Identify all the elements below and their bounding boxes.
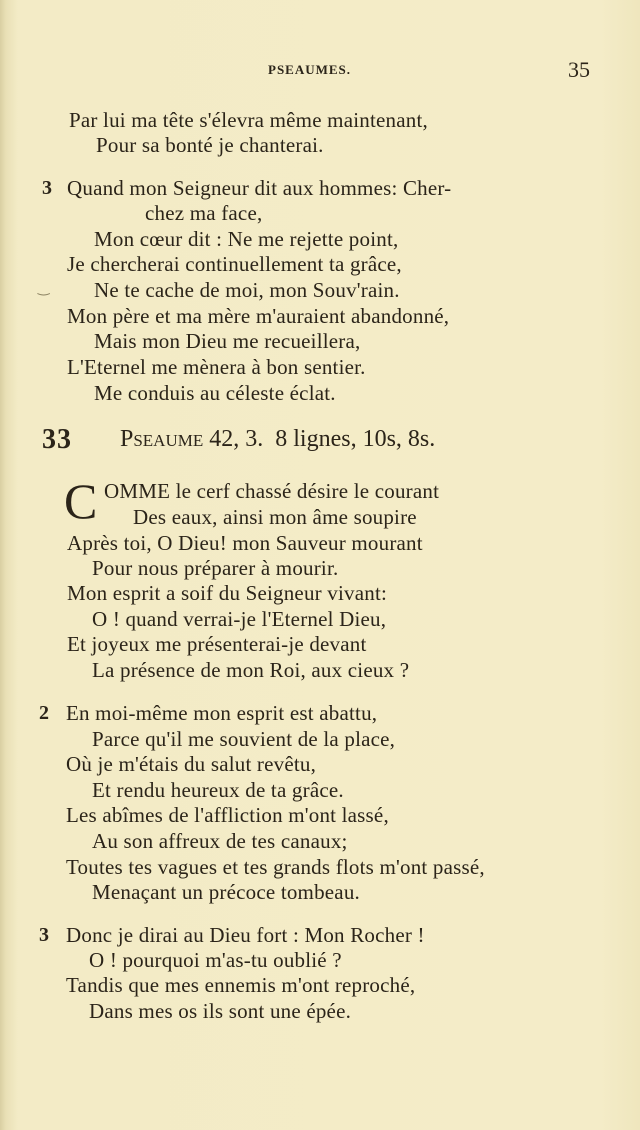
verse-line: Je chercherai continuellement ta grâce, — [67, 252, 402, 276]
verse-line: Et rendu heureux de ta grâce. — [92, 778, 344, 802]
verse-line: Ne te cache de moi, mon Souv'rain. — [94, 278, 400, 302]
verse-line: Pour sa bonté je chanterai. — [96, 133, 324, 157]
verse-text: le cerf chassé désire le courant — [175, 479, 440, 503]
verse-line: Les abîmes de l'affliction m'ont lassé, — [66, 803, 389, 827]
verse-line: Où je m'étais du salut revêtu, — [66, 752, 317, 776]
page-number: 35 — [568, 57, 590, 82]
verse-line: O ! quand verrai-je l'Eternel Dieu, — [92, 607, 387, 631]
verse-line: Toutes tes vagues et tes grands flots m'ont passé, — [66, 855, 485, 879]
verse-line: En moi-même mon esprit est abattu, — [66, 701, 378, 725]
verse-line: Tandis que mes ennemis m'ont reproché, — [66, 973, 416, 997]
psalm-number: 33 — [42, 424, 72, 455]
verse-line: Mon père et ma mère m'auraient abandonné, — [67, 304, 450, 328]
verse-line: Au son affreux de tes canaux; — [92, 829, 348, 853]
verse-line: chez ma face, — [145, 201, 263, 225]
verse-line: O ! pourquoi m'as-tu oublié ? — [89, 948, 342, 972]
verse-line: Mon cœur dit : Ne me rejette point, — [94, 227, 399, 251]
stanza-number: 3 — [39, 924, 49, 946]
verse-line: Des eaux, ainsi mon âme soupire — [133, 505, 417, 529]
psalm-heading — [120, 426, 435, 453]
verse-line: Pour nous préparer à mourir. — [92, 556, 339, 580]
drop-cap: C — [64, 473, 98, 529]
margin-mark: ‿ — [38, 281, 50, 296]
stanza-number: 2 — [39, 702, 49, 724]
verse-line: Parce qu'il me souvient de la place, — [92, 727, 396, 751]
verse-line: Menaçant un précoce tombeau. — [92, 880, 360, 904]
first-word-caps: OMME — [104, 479, 171, 503]
verse-line: Mon esprit a soif du Seigneur vivant: — [67, 581, 388, 605]
psalm-meter: 8 lignes, 10s, 8s. — [275, 426, 436, 452]
stanza-number: 3 — [42, 177, 52, 199]
verse-line: Me conduis au céleste éclat. — [94, 381, 336, 405]
psalm-reference: 42, 3. — [209, 426, 264, 452]
verse-line: La présence de mon Roi, aux cieux ? — [92, 658, 410, 682]
verse-line: Et joyeux me présenterai-je devant — [67, 632, 367, 656]
verse-line: Quand mon Seigneur dit aux hommes: Cher- — [67, 176, 452, 200]
verse-line: L'Eternel me mènera à bon sentier. — [67, 355, 366, 379]
verse-line — [104, 479, 439, 503]
psalm-title: Pseaume — [120, 426, 204, 452]
verse-line: Dans mes os ils sont une épée. — [89, 999, 352, 1023]
running-header: PSEAUMES. — [268, 62, 352, 77]
verse-line: Donc je dirai au Dieu fort : Mon Rocher ! — [66, 923, 425, 947]
verse-line: Après toi, O Dieu! mon Sauveur mourant — [67, 531, 423, 555]
verse-line: Par lui ma tête s'élevra même maintenant, — [69, 108, 428, 132]
verse-line: Mais mon Dieu me recueillera, — [94, 329, 361, 353]
